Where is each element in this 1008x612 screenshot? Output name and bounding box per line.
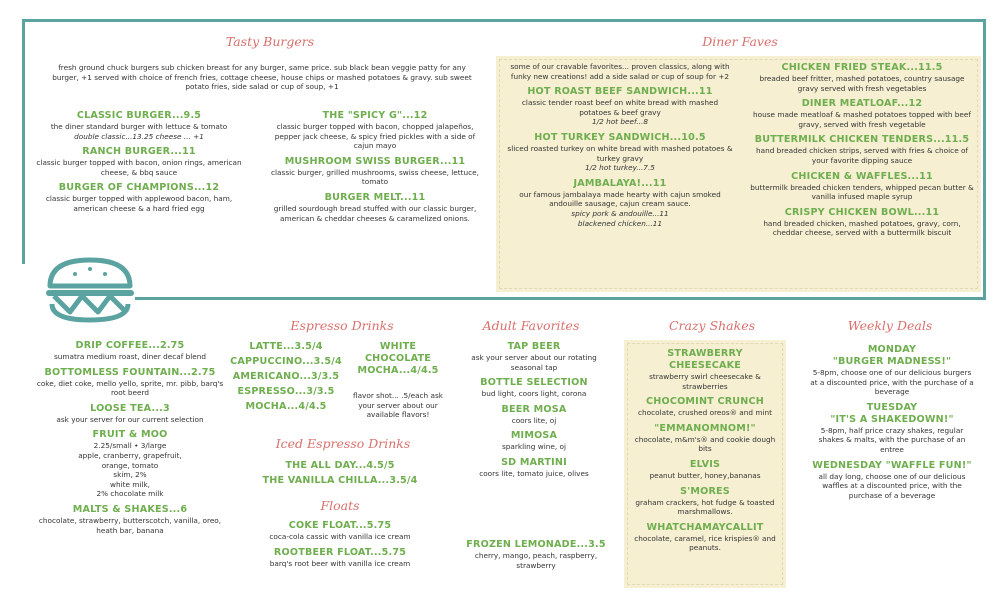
item-name: MUSHROOM SWISS BURGER...11 [284,155,466,167]
item-desc: grilled sourdough bread stuffed with our classic burger, american & cheddar cheeses & caramelized onions. [273,203,477,223]
item-name: RANCH BURGER...11 [82,146,196,158]
burgers-title: Tasty Burgers [225,34,315,49]
item-desc: coors lite, tomato juice, olives [479,468,589,478]
menu-item-tap-beer [466,341,602,372]
item-desc: classic burger topped with applewood bacon, ham, american cheese & a hard fried egg [45,194,233,213]
deal-desc: 5-8pm, choose one of our delicious burgers at a discounted price, with the purchase of a beverage [810,368,974,397]
deal-monday [808,344,976,397]
item-name: HOT TURKEY SANDWICH...10.5 [534,131,706,143]
iced-espresso-list [250,460,430,487]
item-desc: sparkling wine, oj [501,442,566,452]
deal-day: MONDAY [867,344,917,355]
deals-title: Weekly Deals [847,318,933,333]
deal-name: "BURGER MADNESS!" [832,356,952,367]
drinks-column [30,340,230,540]
item-name: BOTTLE SELECTION [480,377,588,389]
espresso-item-white-mocha: WHITE CHOCOLATE MOCHA...4/4.5 [357,341,439,376]
deal-wednesday [808,460,976,501]
deal-name: WEDNESDAY "WAFFLE FUN!" [812,459,972,471]
item-desc: chocolate, caramel, rice krispies® and peanuts. [634,533,776,553]
deals-list [808,344,976,505]
item-name: DINER MEATLOAF...12 [801,98,923,110]
espresso-item-americano: AMERICANO...3/3.5 [232,371,340,382]
menu-item-sd-martini [466,457,602,479]
menu-item-rootbeer-float [240,547,440,569]
item-desc: coke, diet coke, mello yello, sprite, mr. pibb, barq's root beerd [36,378,224,398]
diner-faves-intro: some of our cravable favorites... proven classics, along with funky new creations! add a side salad or cup of soup for +2 [510,62,730,81]
item-name: CRISPY CHICKEN BOWL...11 [784,206,940,218]
adult-title: Adult Favorites [482,318,580,333]
item-name: SD MARTINI [501,456,567,468]
item-name: ELVIS [689,458,721,470]
item-desc: strawberry swirl cheesecake & strawberries [649,372,761,391]
burgers-right-column [268,110,482,228]
item-desc: coors lite, oj [511,415,557,425]
item-name: THE "SPICY G"...12 [322,110,428,121]
item-name: CHOCOMINT CRUNCH [646,396,764,408]
menu-item-chicken-fried-steak [748,62,976,93]
item-name: BOTTOMLESS FOUNTAIN...2.75 [44,366,216,378]
item-desc: cherry, mango, peach, raspberry, strawberry [474,551,598,570]
item-desc: the diner standard burger with lettuce & tomato [50,122,228,131]
menu-item-jambalaya [506,178,734,228]
item-desc: sumatra medium roast, diner decaf blend [53,352,207,361]
iced-item-all-day: THE ALL DAY...4.5/5 [285,460,395,471]
item-desc: peanut butter, honey,bananas [649,470,761,480]
menu-item-hot-roast-beef [506,86,734,127]
menu-item-bottomless-fountain [30,367,230,398]
item-name: STRAWBERRY CHEESECAKE [667,348,743,371]
item-name: TAP BEER [507,341,561,352]
deal-desc: all day long, choose one of our delicious waffles at a discounted price, with the purchase of a beverage [818,471,966,500]
item-name: MALTS & SHAKES...6 [72,503,188,515]
deal-day: TUESDAY [866,401,918,413]
menu-item-hot-turkey [506,132,734,173]
menu-item-bottle-selection [466,377,602,399]
menu-item-spicy-g [268,110,482,151]
item-name: FROZEN LEMONADE...3.5 [466,539,606,550]
item-line: apple, cranberry, grapefruit, [78,450,182,460]
item-note: 1/2 hot beef...8 [592,117,648,127]
menu-item-fruit-moo [30,429,230,499]
espresso-extra [346,341,450,420]
item-desc: hand breaded chicken strips, served with fries & choice of your favorite dipping sauce [755,146,969,165]
item-line: orange, tomato [101,460,159,470]
menu-item-frozen-lemonade [466,539,606,570]
item-desc: graham crackers, hot fudge & toasted marshmallows. [635,497,775,517]
item-desc: classic burger topped with bacon, onion rings, american cheese, & bbq sauce [36,158,242,177]
burgers-left-column [32,110,246,219]
item-name: BURGER OF CHAMPIONS...12 [58,182,220,194]
diner-faves-title: Diner Faves [702,34,778,49]
item-desc: ask your server for our current selection [56,414,204,424]
item-name: COKE FLOAT...5.75 [288,520,392,531]
item-name: HOT ROAST BEEF SANDWICH...11 [527,86,713,98]
burger-icon [40,252,140,324]
espresso-item-espresso: ESPRESSO...3/3.5 [237,386,335,397]
frame-bottom-line-right [135,297,986,300]
item-note: blackened chicken...11 [577,218,663,228]
menu-item-burger-melt [268,192,482,223]
item-desc: buttermilk breaded chicken tenders, whipped pecan butter & vanilla infused maple syrup [750,182,974,202]
diner-faves-right-column [748,62,976,243]
item-name: DRIP COFFEE...2.75 [75,340,185,351]
item-name: FRUIT & MOO [92,429,168,441]
item-desc: classic burger topped with bacon, chopped jalapeños, pepper jack cheese, & spicy fried pickles with a side of cajun mayo [274,122,476,151]
item-desc: house made meatloaf & mashed potatoes topped with beef gravy, served with fresh vegetable [753,110,971,129]
item-desc: barq's root beer with vanilla ice cream [269,558,411,568]
floats-list [240,520,440,573]
frame-right-line [983,19,986,299]
item-desc: ask your server about our rotating seasonal tap [471,353,597,372]
espresso-item-mocha: MOCHA...4/4.5 [245,401,327,412]
item-name: BEER MOSA [501,403,567,415]
item-desc: hand breaded chicken, mashed potatoes, gravy, corn, cheddar cheese, served with a buttermilk biscuit [763,218,961,238]
item-name: BURGER MELT...11 [324,191,426,203]
menu-item-ranch-burger [32,146,246,177]
espresso-item-cappuccino: CAPPUCCINO...3.5/4 [230,356,342,367]
item-desc: classic burger, grilled mushrooms, swiss cheese, lettuce, tomato [271,167,479,187]
espresso-item-latte: LATTE...3.5/4 [249,341,323,352]
item-desc: sliced roasted turkey on white bread with mashed potatoes & turkey gravy [507,143,733,163]
menu-item-chocomint-crunch [632,396,778,418]
item-note: spicy pork & andouille...11 [571,208,669,218]
item-name: JAMBALAYA!...11 [573,177,667,189]
menu-item-coke-float [240,520,440,542]
item-name: WHATCHAMAYCALLIT [646,521,764,533]
menu-item-malts-shakes [30,504,230,535]
menu-item-crispy-chicken-bowl [748,207,976,238]
frame-left-line [22,19,25,264]
item-name: BUTTERMILK CHICKEN TENDERS...11.5 [754,134,970,146]
item-line: skim, 2% [113,470,147,480]
item-desc: classic tender roast beef on white bread with mashed potatoes & beef gravy [521,98,719,117]
menu-item-beer-mosa [466,404,602,426]
espresso-title: Espresso Drinks [290,318,394,333]
menu-item-diner-meatloaf [748,98,976,129]
item-desc: 2.25/small • 3/large [93,441,167,451]
iced-item-vanilla-chilla: THE VANILLA CHILLA...3.5/4 [262,475,418,486]
item-desc: breaded beef fritter, mashed potatoes, country sausage gravy served with fresh vegetables [759,74,965,93]
shakes-list [632,348,778,558]
item-name: CLASSIC BURGER...9.5 [76,110,202,121]
item-name: "EMMANOMNOM!" [654,422,756,434]
menu-item-drip-coffee [30,340,230,362]
item-line: white milk, [110,479,150,489]
menu-item-elvis [632,459,778,481]
iced-espresso-title: Iced Espresso Drinks [275,436,411,451]
deal-tuesday [808,402,976,455]
menu-item-emmanomnom [632,423,778,454]
diner-faves-left-column [506,62,734,233]
deal-desc: 5-8pm, half price crazy shakes, regular shakes & malts, with the purchase of an entree [818,425,966,454]
menu-item-chicken-waffles [748,171,976,202]
espresso-list [230,341,342,413]
item-name: CHICKEN & WAFFLES...11 [791,170,933,182]
item-name: MIMOSA [510,430,558,442]
menu-item-smores [632,486,778,517]
item-name: ROOTBEER FLOAT...5.75 [273,546,407,558]
menu-item-classic-burger [32,110,246,141]
floats-title: Floats [320,498,360,513]
item-desc: chocolate, strawberry, butterscotch, vanilla, oreo, heath bar, banana [38,515,222,535]
frame-top-line [22,19,986,22]
item-desc: coca-cola cassic with vanilla ice cream [269,532,411,541]
item-desc: chocolate, m&m's® and cookie dough bits [634,434,776,454]
menu-item-burger-of-champions [32,182,246,213]
item-desc: our famous jambalaya made hearty with cajun smoked andouille sausage, cajun cream sauce. [519,189,721,209]
item-name: S'MORES [680,485,730,497]
menu-item-strawberry-cheesecake [632,348,778,391]
item-line: 2% chocolate milk [96,489,164,499]
item-desc: bud light, coors light, corona [481,389,587,399]
item-name: CHICKEN FRIED STEAK...11.5 [781,62,943,73]
menu-item-loose-tea [30,403,230,425]
menu-item-chicken-tenders [748,134,976,165]
item-name: LOOSE TEA...3 [90,402,170,414]
item-desc: chocolate, crushed oreos® and mint [638,408,772,418]
espresso-flavor-note: flavor shot... .5/each ask your server about our available flavors! [352,391,444,420]
item-note: double classic...13.25 cheese ... +1 [74,131,204,141]
menu-item-mushroom-swiss [268,156,482,187]
shakes-title: Crazy Shakes [668,318,756,333]
adult-list [466,341,602,484]
deal-name: "IT'S A SHAKEDOWN!" [830,413,954,425]
menu-item-mimosa [466,430,602,452]
menu-item-whatchamaycallit [632,522,778,553]
item-note: 1/2 hot turkey...7.5 [585,163,655,173]
burgers-intro: fresh ground chuck burgers sub chicken breast for any burger, same price. sub black bean veggie patty for any burger, +1 served with choice of french fries, cottage cheese, house chips or mashed potatoes & gravy. sub sweet potato fries, side salad or cup of soup, +1 [52,63,472,92]
